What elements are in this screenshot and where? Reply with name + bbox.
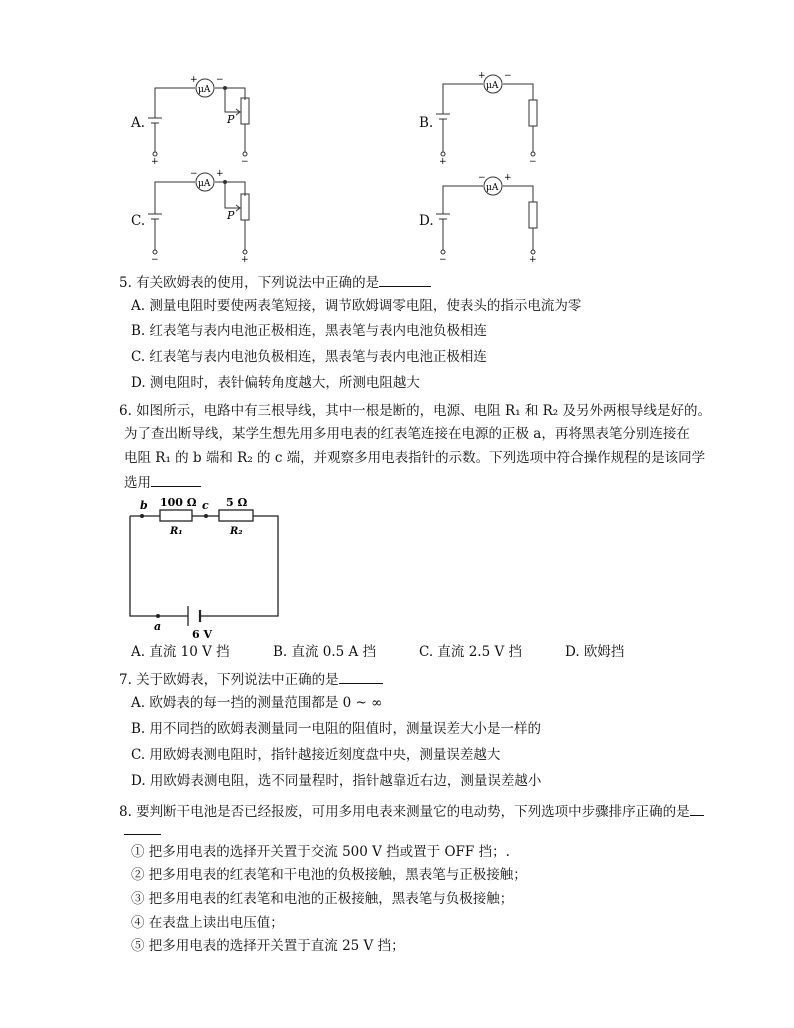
svg-text:+: + bbox=[241, 255, 249, 263]
q8-blank-continuation bbox=[124, 834, 161, 835]
r1-label: R₁ bbox=[170, 526, 183, 537]
q7-stem: 7. 关于欧姆表，下列说法中正确的是 bbox=[119, 670, 383, 689]
svg-text:P: P bbox=[227, 209, 235, 222]
svg-text:+: + bbox=[216, 169, 224, 179]
q5-stem: 5. 有关欧姆表的使用，下列说法中正确的是 bbox=[119, 273, 431, 292]
r2-value: 5 Ω bbox=[226, 496, 248, 509]
q5-option-b: B. 红表笔与表内电池正极相连，黑表笔与表内电池负极相连 bbox=[131, 323, 488, 339]
point-a: a bbox=[154, 620, 162, 633]
circuit-c-diagram bbox=[140, 168, 260, 263]
q6-line-4: 选用 bbox=[124, 473, 201, 492]
meter-c-label: μA bbox=[198, 179, 211, 189]
svg-text:+: + bbox=[439, 157, 447, 165]
svg-text:+: + bbox=[151, 157, 159, 165]
q6-line-1: 6. 如图所示，电路中有三根导线，其中一根是断的，电源、电阻 R₁ 和 R₂ 及另外两根导线是好的。 bbox=[119, 403, 711, 419]
svg-text:−: − bbox=[439, 255, 447, 263]
battery-voltage: 6 V bbox=[192, 628, 213, 641]
svg-text:+: + bbox=[529, 255, 537, 263]
svg-text:−: − bbox=[241, 157, 249, 165]
r2-label: R₂ bbox=[230, 526, 243, 537]
q8-step-5: ⑤ 把多用电表的选择开关置于直流 25 V 挡； bbox=[131, 938, 405, 954]
q8-step-2: ② 把多用电表的红表笔和干电池的负极接触，黑表笔与正极接触； bbox=[131, 867, 527, 883]
svg-text:−: − bbox=[190, 169, 198, 179]
point-b: b bbox=[140, 499, 148, 512]
circuit-d-diagram bbox=[428, 168, 548, 263]
r1-value: 100 Ω bbox=[160, 496, 197, 509]
circuit-c-label: C. bbox=[131, 213, 146, 229]
q6-option-c: C. 直流 2.5 V 挡 bbox=[419, 644, 523, 660]
svg-text:−: − bbox=[151, 255, 159, 263]
circuit-b-label: B. bbox=[419, 115, 434, 131]
q8-stem: 8. 要判断干电池是否已经报废，可用多用电表来测量它的电动势，下列选项中步骤排序正确的是 bbox=[119, 802, 704, 821]
meter-d-label: μA bbox=[486, 183, 499, 193]
q7-option-a: A. 欧姆表的每一挡的测量范围都是 0 ~ ∞ bbox=[131, 695, 383, 711]
point-c: c bbox=[202, 499, 209, 512]
q5-option-d: D. 测电阻时，表针偏转角度越大，所测电阻越大 bbox=[131, 375, 420, 391]
svg-text:−: − bbox=[216, 75, 224, 85]
q8-step-1: ① 把多用电表的选择开关置于交流 500 V 挡或置于 OFF 挡；. bbox=[131, 844, 510, 860]
svg-text:P: P bbox=[227, 113, 235, 126]
svg-text:−: − bbox=[504, 71, 512, 81]
circuit-a-label: A. bbox=[131, 115, 146, 131]
circuit-d-label: D. bbox=[419, 213, 434, 229]
svg-text:−: − bbox=[478, 173, 486, 183]
svg-text:−: − bbox=[529, 157, 537, 165]
meter-a-label: μA bbox=[198, 85, 211, 95]
q7-option-d: D. 用欧姆表测电阻，选不同量程时，指针越靠近右边，测量误差越小 bbox=[131, 773, 542, 789]
q5-option-c: C. 红表笔与表内电池负极相连，黑表笔与表内电池正极相连 bbox=[131, 349, 487, 365]
q6-option-d: D. 欧姆挡 bbox=[565, 644, 625, 660]
q6-option-b: B. 直流 0.5 A 挡 bbox=[273, 644, 377, 660]
q6-circuit-diagram bbox=[120, 492, 290, 642]
circuit-a-diagram bbox=[140, 70, 260, 165]
q8-step-3: ③ 把多用电表的红表笔和电池的正极接触，黑表笔与负极接触； bbox=[131, 891, 514, 907]
meter-b-label: μA bbox=[486, 81, 499, 91]
svg-text:+: + bbox=[190, 75, 198, 85]
q6-line-2: 为了查出断导线，某学生想先用多用电表的红表笔连接在电源的正极 a，再将黑表笔分别连接在 bbox=[124, 426, 690, 442]
q7-option-c: C. 用欧姆表测电阻时，指针越接近刻度盘中央，测量误差越大 bbox=[131, 747, 501, 763]
q6-line-3: 电阻 R₁ 的 b 端和 R₂ 的 c 端，并观察多用电表指针的示数。下列选项中符合操作规程的是该同学 bbox=[124, 450, 706, 466]
q5-option-a: A. 测量电阻时要使两表笔短接，调节欧姆调零电阻，使表头的指示电流为零 bbox=[131, 298, 582, 314]
svg-text:+: + bbox=[504, 173, 512, 183]
q8-step-4: ④ 在表盘上读出电压值； bbox=[131, 915, 284, 931]
circuit-b-diagram bbox=[428, 70, 548, 165]
q6-option-a: A. 直流 10 V 挡 bbox=[131, 644, 230, 660]
svg-text:+: + bbox=[478, 71, 486, 81]
q7-option-b: B. 用不同挡的欧姆表测量同一电阻的阻值时，测量误差大小是一样的 bbox=[131, 721, 542, 737]
